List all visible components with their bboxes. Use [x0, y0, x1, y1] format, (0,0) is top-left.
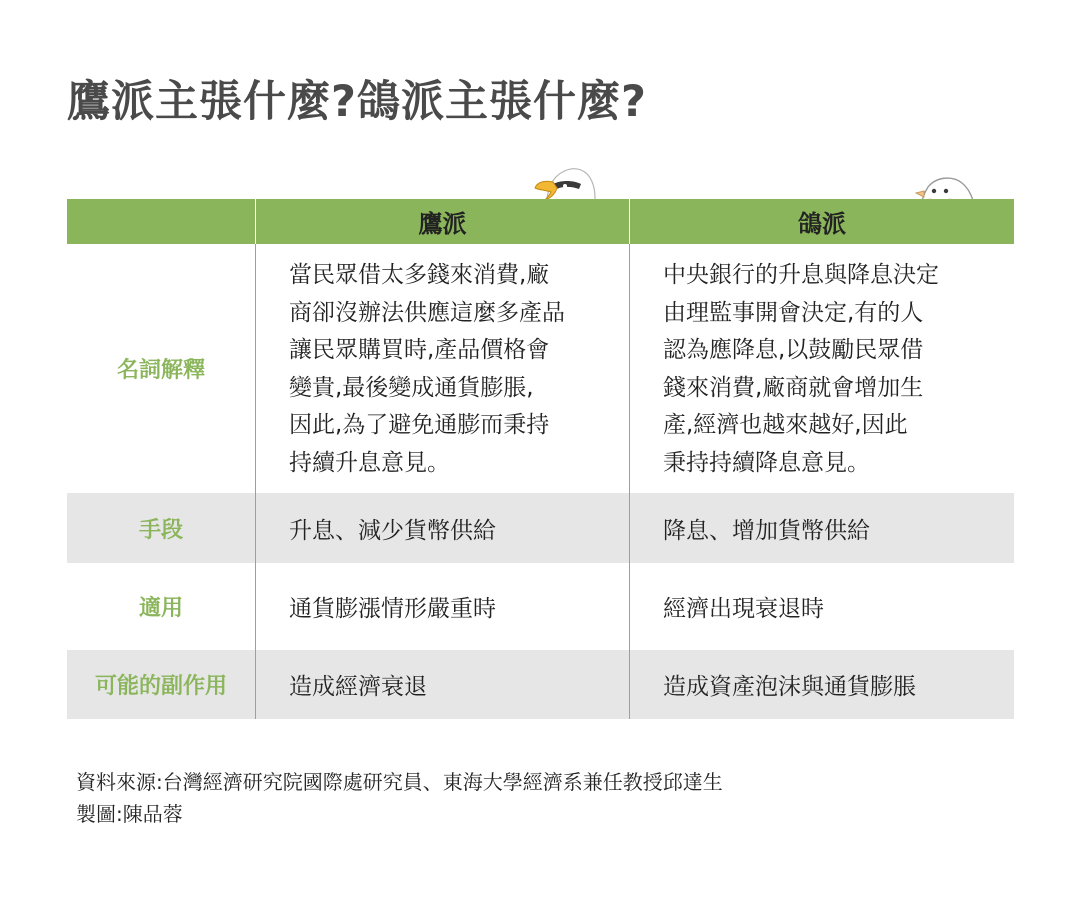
header-empty-cell: [67, 199, 255, 244]
table-row-definition: [67, 244, 1014, 493]
row-label-means: 手段: [138, 517, 183, 543]
hawk-definition-line: 當民眾借太多錢來消費,廠: [289, 262, 550, 288]
hawk-means: 升息、減少貨幣供給: [255, 493, 629, 563]
hawk-definition-line: 因此,為了避免通膨而秉持: [289, 412, 550, 438]
dove-definition-line: 產,經濟也越來越好,因此: [663, 412, 908, 438]
table-header-row: [67, 199, 1014, 244]
dove-definition-line: 秉持持續降息意見。: [663, 449, 870, 476]
dove-side-effects: 造成資產泡沫與通貨膨脹: [629, 650, 1014, 719]
page-title: 鷹派主張什麼?鴿派主張什麼?: [67, 77, 647, 127]
hawk-definition-line: 持續升息意見。: [289, 449, 450, 476]
table-row-applicable: [67, 563, 1014, 650]
comparison-table: [67, 199, 1014, 719]
hawk-side-effects: 造成經濟衰退: [255, 650, 629, 719]
hawk-definition-line: 商卻沒辦法供應這麼多產品: [289, 299, 565, 326]
table-row-means: [67, 493, 1014, 563]
row-label-side-effects: 可能的副作用: [94, 674, 227, 699]
source-note: [76, 766, 723, 830]
table-row-side-effects: [67, 650, 1014, 719]
row-label-definition: 名詞解釋: [116, 358, 205, 383]
dove-definition-line: 由理監事開會決定,有的人: [663, 299, 924, 326]
credit-text: 製圖:陳品蓉: [76, 802, 183, 826]
source-text: 資料來源:台灣經濟研究院國際處研究員、東海大學經濟系兼任教授邱達生: [76, 770, 723, 794]
dove-definition-line: 認為應降息,以鼓勵民眾借: [663, 337, 924, 363]
dove-definition: [629, 244, 1014, 493]
dove-definition-line: 錢來消費,廠商就會增加生: [663, 374, 924, 401]
dove-definition-line: 中央銀行的升息與降息決定: [663, 262, 939, 288]
hawk-definition-line: 讓民眾購買時,產品價格會: [289, 337, 550, 363]
hawk-definition: [255, 244, 629, 493]
hawk-applicable: 通貨膨漲情形嚴重時: [255, 563, 629, 650]
hawk-definition-line: 變貴,最後變成通貨膨脹,: [289, 374, 534, 401]
header-dove: 鴿派: [629, 199, 1014, 244]
header-hawk: 鷹派: [255, 199, 629, 244]
row-label-applicable: 適用: [138, 596, 183, 621]
dove-applicable: 經濟出現衰退時: [629, 563, 1014, 650]
dove-means: 降息、增加貨幣供給: [629, 493, 1014, 563]
